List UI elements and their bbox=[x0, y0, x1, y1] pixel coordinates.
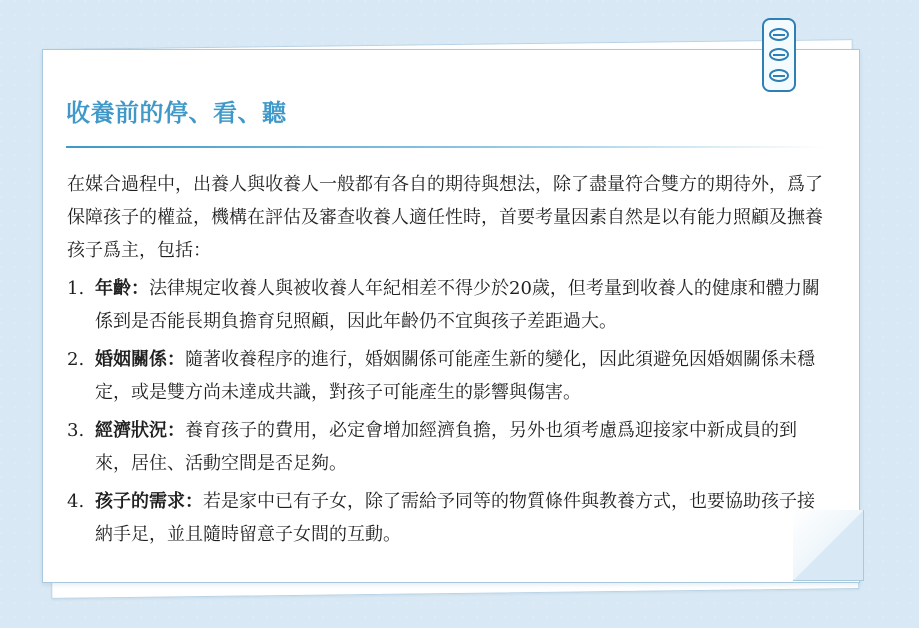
list-item-number: 3. bbox=[67, 420, 85, 441]
list-item-body bbox=[95, 343, 827, 409]
traffic-light-icon bbox=[762, 18, 796, 92]
list-item-text: 隨著收養程序的進行，婚姻關係可能產生新的變化，因此須避免因婚姻關係未穩定，或是雙方尚未達成共識，對孩子可能產生的影響與傷害。 bbox=[95, 349, 815, 403]
list-item-number: 1. bbox=[67, 278, 85, 299]
list-item-label: 經濟狀況： bbox=[95, 420, 185, 441]
criteria-list bbox=[67, 272, 827, 551]
list-item-number: 4. bbox=[67, 491, 85, 512]
list-item bbox=[67, 272, 827, 338]
list-item-text: 養育孩子的費用，必定會增加經濟負擔，另外也須考慮爲迎接家中新成員的到來，居住、活動空間是否足夠。 bbox=[95, 420, 797, 474]
list-item-number: 2. bbox=[67, 349, 85, 370]
traffic-light-lamp-top bbox=[769, 28, 789, 41]
list-item-body bbox=[95, 414, 827, 480]
list-item bbox=[67, 485, 827, 551]
list-item-label: 婚姻關係： bbox=[95, 349, 185, 370]
list-item bbox=[67, 414, 827, 480]
list-item-label: 孩子的需求： bbox=[95, 491, 203, 512]
title-divider bbox=[66, 146, 826, 148]
intro-paragraph: 在媒合過程中，出養人與收養人一般都有各自的期待與想法，除了盡量符合雙方的期待外，爲了保障孩子的權益，機構在評估及審查收養人適任性時，首要考量因素自然是以有能力照顧及撫養孩子爲主，包括： bbox=[67, 174, 823, 261]
list-item-text: 法律規定收養人與被收養人年紀相差不得少於20歲，但考量到收養人的健康和體力關係到是否能長期負擔育兒照顧，因此年齡仍不宜與孩子差距過大。 bbox=[95, 278, 820, 332]
list-item-body bbox=[95, 272, 827, 338]
list-item bbox=[67, 343, 827, 409]
main-content bbox=[67, 168, 827, 551]
traffic-light-lamp-middle bbox=[769, 48, 789, 61]
traffic-light-lamp-bottom bbox=[769, 69, 789, 82]
list-item-body bbox=[95, 485, 827, 551]
page-title: 收養前的停、看、聽 bbox=[66, 100, 287, 127]
list-item-label: 年齡： bbox=[95, 278, 149, 299]
list-item-text: 若是家中已有子女，除了需給予同等的物質條件與教養方式，也要協助孩子接納手足，並且隨時留意子女間的互動。 bbox=[95, 491, 815, 545]
